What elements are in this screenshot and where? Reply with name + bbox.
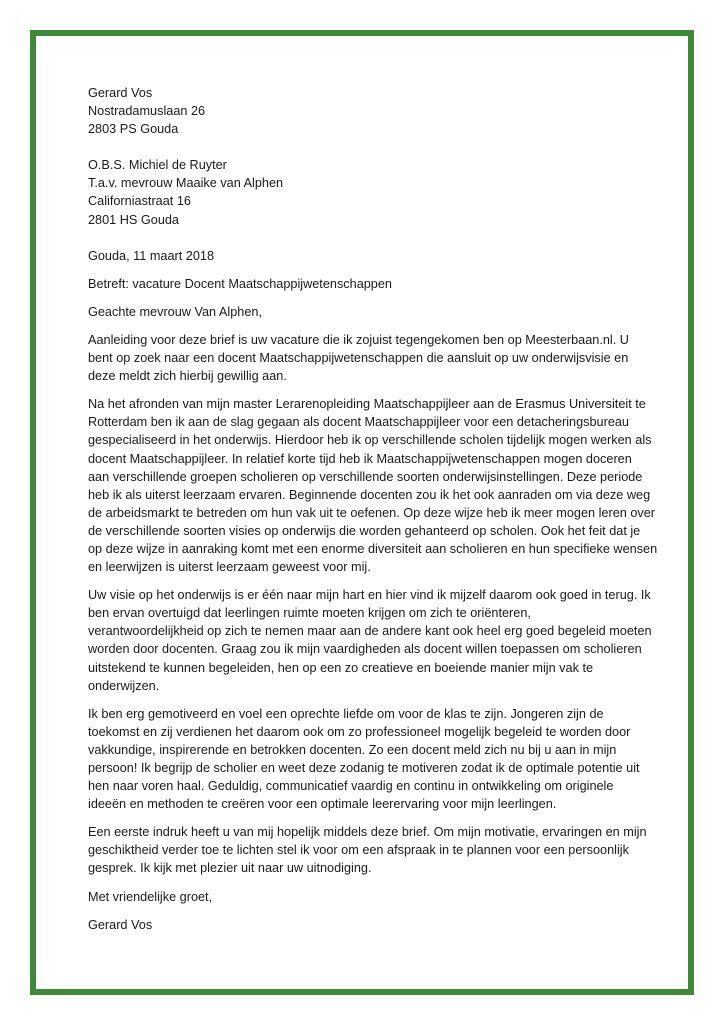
paragraph-line: gesprek. Ik kijk met plezier uit naar uw uitnodiging. [88, 861, 372, 876]
paragraph-line: docent Maatschappijleer. In relatief korte tijd heb ik Maatschappijwetenschappen mogen doceren [88, 451, 632, 466]
paragraph-line: Een eerste indruk heeft u van mij hopelijk middels deze brief. Om mijn motivatie, ervaringen en mijn [88, 825, 647, 840]
paragraph-line: Na het afronden van mijn master Lerarenopleiding Maatschappijleer aan de Erasmus Universiteit te [88, 397, 646, 412]
paragraph-line: Ik ben erg gemotiveerd en voel een oprechte liefde om voor de klas te zijn. Jongeren zijn de [88, 706, 604, 721]
recipient-city: 2801 HS Gouda [88, 212, 179, 227]
paragraph-experience [88, 395, 658, 576]
paragraph-line: gespecialiseerd in het onderwijs. Hierdoor heb ik op verschillende scholen tijdelijk mogen werken als [88, 433, 652, 448]
paragraph-line: de verschillende soorten visies op onderwijs die worden gehanteerd op scholen. Ook het feit dat je [88, 523, 641, 538]
paragraph-line: verantwoordelijkheid op zich te nemen maar aan de andere kant ook heel erg goed begeleid moeten [88, 624, 652, 639]
paragraph-line: onderwijzen. [88, 678, 160, 693]
paragraph-line: aan verschillende groepen scholieren op verschillende soorten onderwijsinstellingen. Deze periode [88, 469, 643, 484]
paragraph-line: Rotterdam ben ik aan de slag gegaan als docent Maatschappijleer voor een detacheringsbureau [88, 415, 629, 430]
sender-name: Gerard Vos [88, 86, 153, 100]
sender-address [88, 84, 644, 138]
sender-city: 2803 PS Gouda [88, 122, 179, 137]
paragraph-line: deze meldt zich hierbij gewillig aan. [88, 369, 287, 384]
paragraph-line: ben ervan overtuigd dat leerlingen ruimte moeten krijgen om zich te oriënteren, [88, 606, 531, 621]
recipient-organization: O.B.S. Michiel de Ruyter [88, 158, 227, 173]
paragraph-motivation [88, 705, 644, 814]
recipient-street: Californiastraat 16 [88, 194, 191, 209]
sender-street: Nostradamuslaan 26 [88, 104, 206, 119]
subject-line: Betreft: vacature Docent Maatschappijwetenschappen [88, 276, 392, 291]
recipient-attention: T.a.v. mevrouw Maaike van Alphen [88, 176, 284, 191]
paragraph-line: op deze wijze in aanraking komt met een enorme diversiteit aan scholieren en hun specifieke wensen [88, 541, 658, 556]
paragraph-line: vakkundige, inspirerende en betrokken docenten. Zo een docent meld zich nu bij u aan in mijn [88, 742, 617, 757]
closing-phrase: Met vriendelijke groet, [88, 889, 213, 904]
paragraph-line: Uw visie op het onderwijs is er één naar mijn hart en hier vind ik mijzelf daarom ook goed in terug. Ik [88, 588, 651, 603]
paragraph-line: persoon! Ik begrijp de scholier en weet deze zodanig te motiveren zodat ik de optimale potentie uit [88, 761, 640, 775]
paragraph-line: en leerwijzen is uiterst leerzaam geweest voor mij. [88, 560, 371, 575]
signature-name: Gerard Vos [88, 917, 153, 932]
paragraph-closing [88, 823, 647, 877]
paragraph-line: worden door docenten. Graag zou ik mijn vaardigheden als docent willen toepassen om scholieren [88, 642, 642, 657]
paragraph-line: hen naar voren haal. Geduldig, communicatief vaardig en continu in ontwikkeling om originele [88, 779, 614, 794]
paragraph-line: geschiktheid verder toe te lichten stel ik voor om een afspraak in te plannen voor een persoonlijk [88, 843, 629, 858]
paragraph-line: heb ik als uiterst leerzaam ervaren. Beginnende docenten zou ik het ook aanraden om via deze weg [88, 487, 651, 502]
paragraph-line: Aanleiding voor deze brief is uw vacature die ik zojuist tegengekomen ben op Meesterbaan.nl. U [88, 332, 629, 347]
paragraph-line: toekomst en zij verdienen het daarom ook om zo professioneel mogelijk begeleid te worden door [88, 724, 631, 739]
paragraph-intro [88, 331, 644, 385]
salutation: Geachte mevrouw Van Alphen, [88, 304, 262, 319]
paragraph-vision [88, 586, 652, 695]
recipient-address [88, 156, 644, 228]
paragraph-line: de arbeidsmarkt te betreden om hun vak uit te oefenen. Op deze wijze heb ik meer mogen leren over [88, 505, 656, 520]
paragraph-line: uitstekend te kunnen begeleiden, hen op een zo creatieve en boeiende manier mijn vak te [88, 660, 594, 675]
letter-body [88, 84, 658, 944]
paragraph-line: bent op zoek naar een docent Maatschappijwetenschappen die aansluit op uw onderwijsvisie en [88, 351, 629, 366]
paragraph-line: ideeën en methoden te creëren voor een optimale leerervaring voor mijn leerlingen. [88, 797, 557, 812]
date-line: Gouda, 11 maart 2018 [88, 248, 215, 263]
